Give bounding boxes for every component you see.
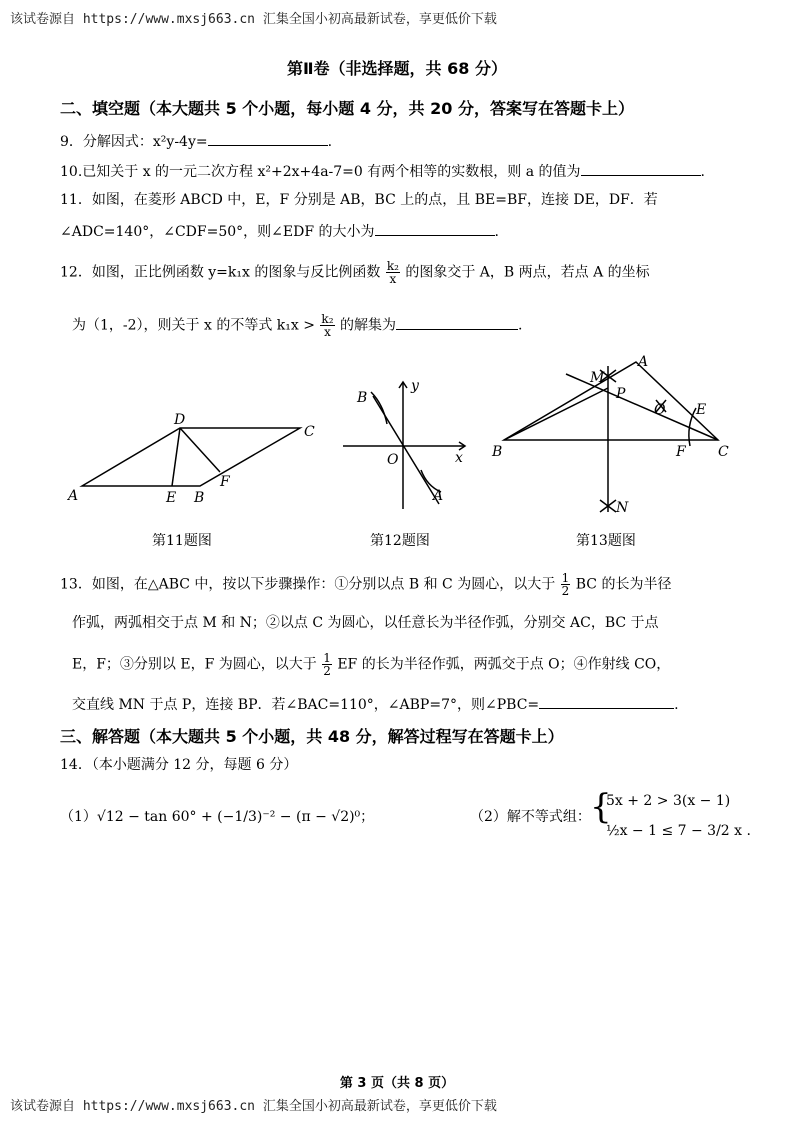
page-footer: 第 3 页（共 8 页） bbox=[339, 1076, 455, 1091]
part-title: 第Ⅱ卷（非选择题，共 68 分） bbox=[287, 59, 507, 78]
source-banner-top: 该试卷源自 https://www.mxsj663.cn 汇集全国小初高最新试卷，享更低价下载 bbox=[10, 12, 497, 27]
question-10: 10.已知关于 x 的一元二次方程 x²+2x+4a-7=0 有两个相等的实数根，则 a 的值为 . bbox=[60, 161, 705, 181]
fig13-label-A: A bbox=[638, 354, 649, 370]
caption-fig12: 第12题图 bbox=[370, 533, 430, 549]
fig12-label-y: y bbox=[411, 378, 419, 394]
section-fill-in-title: 二、填空题（本大题共 5 个小题，每小题 4 分，共 20 分，答案写在答题卡上） bbox=[60, 99, 634, 118]
question-14-header: 14．（本小题满分 12 分，每题 6 分） bbox=[60, 757, 298, 773]
question-13-line1: 13．如图，在△ABC 中，按以下步骤操作：①分别以点 B 和 C 为圆心，以大于 $\frac{1}{2}$ BC 的长为半径 bbox=[60, 571, 672, 598]
question-9: 9．分解因式：x²y-4y= . bbox=[60, 131, 332, 151]
question-13-line3: E，F；③分别以 E，F 为圆心，以大于 $\frac{1}{2}$ EF 的长为半径作弧，两弧交于点 O；④作射线 CO， bbox=[72, 651, 671, 678]
fraction-k2-over-x-2: $\frac{\text{k₂}}{x}$ bbox=[321, 312, 334, 339]
fig11-label-B: B bbox=[194, 490, 205, 506]
caption-fig13: 第13题图 bbox=[576, 533, 636, 549]
fig11-label-D: D bbox=[174, 412, 186, 428]
figure-12-functions bbox=[335, 374, 470, 514]
fig12-label-A: A bbox=[433, 488, 444, 504]
question-13-line4: 交直线 MN 于点 P，连接 BP．若∠BAC=110°，∠ABP=7°，则∠PBC= . bbox=[72, 694, 679, 714]
fig13-label-E: E bbox=[696, 402, 707, 418]
source-banner-bottom: 该试卷源自 https://www.mxsj663.cn 汇集全国小初高最新试卷，享更低价下载 bbox=[10, 1099, 497, 1114]
question-11-line1: 11．如图，在菱形 ABCD 中，E，F 分别是 AB，BC 上的点，且 BE=BF，连接 DE，DF．若 bbox=[60, 192, 658, 208]
fraction-k2-over-x: $\frac{\text{k₂}}{x}$ bbox=[386, 259, 399, 286]
fig13-label-M: M bbox=[590, 370, 605, 386]
question-14-inequality-2: ½x − 1 ≤ 7 − 3/2 x . bbox=[606, 823, 751, 839]
question-14-part2-label: （2）解不等式组： bbox=[470, 809, 591, 825]
fig13-label-B: B bbox=[492, 444, 503, 460]
fig11-label-C: C bbox=[304, 424, 315, 440]
fraction-one-half: $\frac{1}{2}$ bbox=[561, 571, 570, 598]
question-11-line2: ∠ADC=140°，∠CDF=50°，则∠EDF 的大小为 . bbox=[60, 221, 499, 241]
fig13-label-P: P bbox=[616, 386, 626, 402]
fig13-label-F: F bbox=[676, 444, 686, 460]
fraction-one-half-2: $\frac{1}{2}$ bbox=[323, 651, 331, 678]
fig12-label-O: O bbox=[387, 452, 399, 468]
brace-system: { bbox=[590, 787, 612, 827]
caption-fig11: 第11题图 bbox=[152, 533, 212, 549]
figure-11-rhombus bbox=[60, 410, 330, 510]
fig12-label-B: B bbox=[357, 390, 368, 406]
section-solve-title: 三、解答题（本大题共 5 个小题，共 48 分，解答过程写在答题卡上） bbox=[60, 727, 564, 746]
fig11-label-E: E bbox=[166, 490, 177, 506]
fig11-label-A: A bbox=[68, 488, 79, 504]
question-12-line2: 为（1，-2），则关于 x 的不等式 k₁x > $\frac{\text{k₂}}{x}$ 的解集为 . bbox=[72, 312, 523, 339]
question-14-part1: （1）√12 − tan 60° + (−1/3)⁻² − (π − √2)⁰； bbox=[60, 809, 375, 825]
question-13-line2: 作弧，两弧相交于点 M 和 N；②以点 C 为圆心，以任意长为半径作弧，分别交 AC，BC 于点 bbox=[72, 615, 659, 631]
fig13-label-C: C bbox=[718, 444, 729, 460]
fig11-label-F: F bbox=[220, 474, 230, 490]
fig13-label-O: O bbox=[654, 402, 666, 418]
fig12-label-x: x bbox=[455, 450, 463, 466]
question-12-line1: 12．如图，正比例函数 y=k₁x 的图象与反比例函数 $\frac{\text{k₂}}{x}$ 的图象交于 A，B 两点，若点 A 的坐标 bbox=[60, 259, 650, 286]
question-14-inequality-1: 5x + 2 > 3(x − 1) bbox=[606, 793, 731, 809]
fig13-label-N: N bbox=[616, 500, 629, 516]
figure-13-triangle bbox=[486, 352, 746, 520]
